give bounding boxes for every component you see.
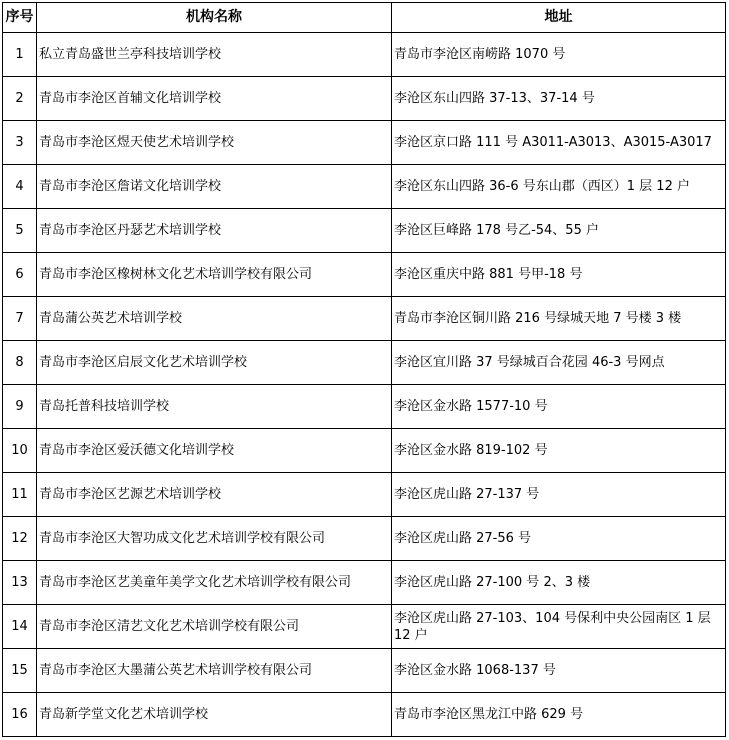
header-name: 机构名称 [37, 3, 392, 33]
table-row [3, 253, 726, 297]
institution-address: 李沧区虎山路 27-137 号 [392, 473, 726, 517]
institution-address: 李沧区虎山路 27-100 号 2、3 楼 [392, 561, 726, 605]
institution-address: 李沧区虎山路 27-103、104 号保利中央公园南区 1 层 12 户 [392, 605, 726, 649]
institution-address: 李沧区金水路 1068-137 号 [392, 649, 726, 693]
institution-name: 青岛托普科技培训学校 [37, 385, 392, 429]
row-number: 14 [3, 605, 37, 649]
table-row [3, 297, 726, 341]
header-address: 地址 [392, 3, 726, 33]
table-row [3, 473, 726, 517]
header-no: 序号 [3, 3, 37, 33]
institution-name: 青岛市李沧区清艺文化艺术培训学校有限公司 [37, 605, 392, 649]
institution-address: 青岛市李沧区南崂路 1070 号 [392, 33, 726, 77]
institution-name: 青岛蒲公英艺术培训学校 [37, 297, 392, 341]
institution-name: 青岛市李沧区艺美童年美学文化艺术培训学校有限公司 [37, 561, 392, 605]
institution-name: 青岛市李沧区大墨蒲公英艺术培训学校有限公司 [37, 649, 392, 693]
table-row [3, 649, 726, 693]
row-number: 12 [3, 517, 37, 561]
row-number: 11 [3, 473, 37, 517]
table-row [3, 165, 726, 209]
institution-name: 青岛新学堂文化艺术培训学校 [37, 693, 392, 737]
row-number: 15 [3, 649, 37, 693]
table-row [3, 429, 726, 473]
row-number: 2 [3, 77, 37, 121]
institution-address: 李沧区宜川路 37 号绿城百合花园 46-3 号网点 [392, 341, 726, 385]
institution-name: 青岛市李沧区爱沃德文化培训学校 [37, 429, 392, 473]
row-number: 6 [3, 253, 37, 297]
institution-name: 青岛市李沧区丹瑟艺术培训学校 [37, 209, 392, 253]
table-row [3, 341, 726, 385]
institution-address: 李沧区金水路 819-102 号 [392, 429, 726, 473]
row-number: 9 [3, 385, 37, 429]
row-number: 1 [3, 33, 37, 77]
institution-address: 青岛市李沧区铜川路 216 号绿城天地 7 号楼 3 楼 [392, 297, 726, 341]
header-row [3, 3, 726, 33]
table-row [3, 121, 726, 165]
institution-address: 李沧区重庆中路 881 号甲-18 号 [392, 253, 726, 297]
table-row [3, 605, 726, 649]
institution-name: 青岛市李沧区大智功成文化艺术培训学校有限公司 [37, 517, 392, 561]
institution-name: 私立青岛盛世兰亭科技培训学校 [37, 33, 392, 77]
table-row [3, 385, 726, 429]
institution-address: 李沧区东山四路 36-6 号东山郡（西区）1 层 12 户 [392, 165, 726, 209]
table-row [3, 33, 726, 77]
institution-address: 李沧区京口路 111 号 A3011-A3013、A3015-A3017 [392, 121, 726, 165]
table-row [3, 693, 726, 737]
row-number: 16 [3, 693, 37, 737]
row-number: 5 [3, 209, 37, 253]
row-number: 13 [3, 561, 37, 605]
table-header [3, 3, 726, 33]
institution-name: 青岛市李沧区橡树林文化艺术培训学校有限公司 [37, 253, 392, 297]
institution-name: 青岛市李沧区煜天使艺术培训学校 [37, 121, 392, 165]
table-row [3, 209, 726, 253]
row-number: 8 [3, 341, 37, 385]
institution-address: 李沧区虎山路 27-56 号 [392, 517, 726, 561]
institution-name: 青岛市李沧区艺源艺术培训学校 [37, 473, 392, 517]
institution-name: 青岛市李沧区詹诺文化培训学校 [37, 165, 392, 209]
institution-address: 李沧区东山四路 37-13、37-14 号 [392, 77, 726, 121]
table-row [3, 77, 726, 121]
institution-address: 李沧区金水路 1577-10 号 [392, 385, 726, 429]
row-number: 4 [3, 165, 37, 209]
institution-table [2, 2, 726, 737]
row-number: 3 [3, 121, 37, 165]
institution-address: 李沧区巨峰路 178 号乙-54、55 户 [392, 209, 726, 253]
institution-name: 青岛市李沧区启辰文化艺术培训学校 [37, 341, 392, 385]
row-number: 10 [3, 429, 37, 473]
table-row [3, 561, 726, 605]
institution-address: 青岛市李沧区黑龙江中路 629 号 [392, 693, 726, 737]
table-row [3, 517, 726, 561]
row-number: 7 [3, 297, 37, 341]
institution-name: 青岛市李沧区首辅文化培训学校 [37, 77, 392, 121]
table-body [3, 33, 726, 737]
